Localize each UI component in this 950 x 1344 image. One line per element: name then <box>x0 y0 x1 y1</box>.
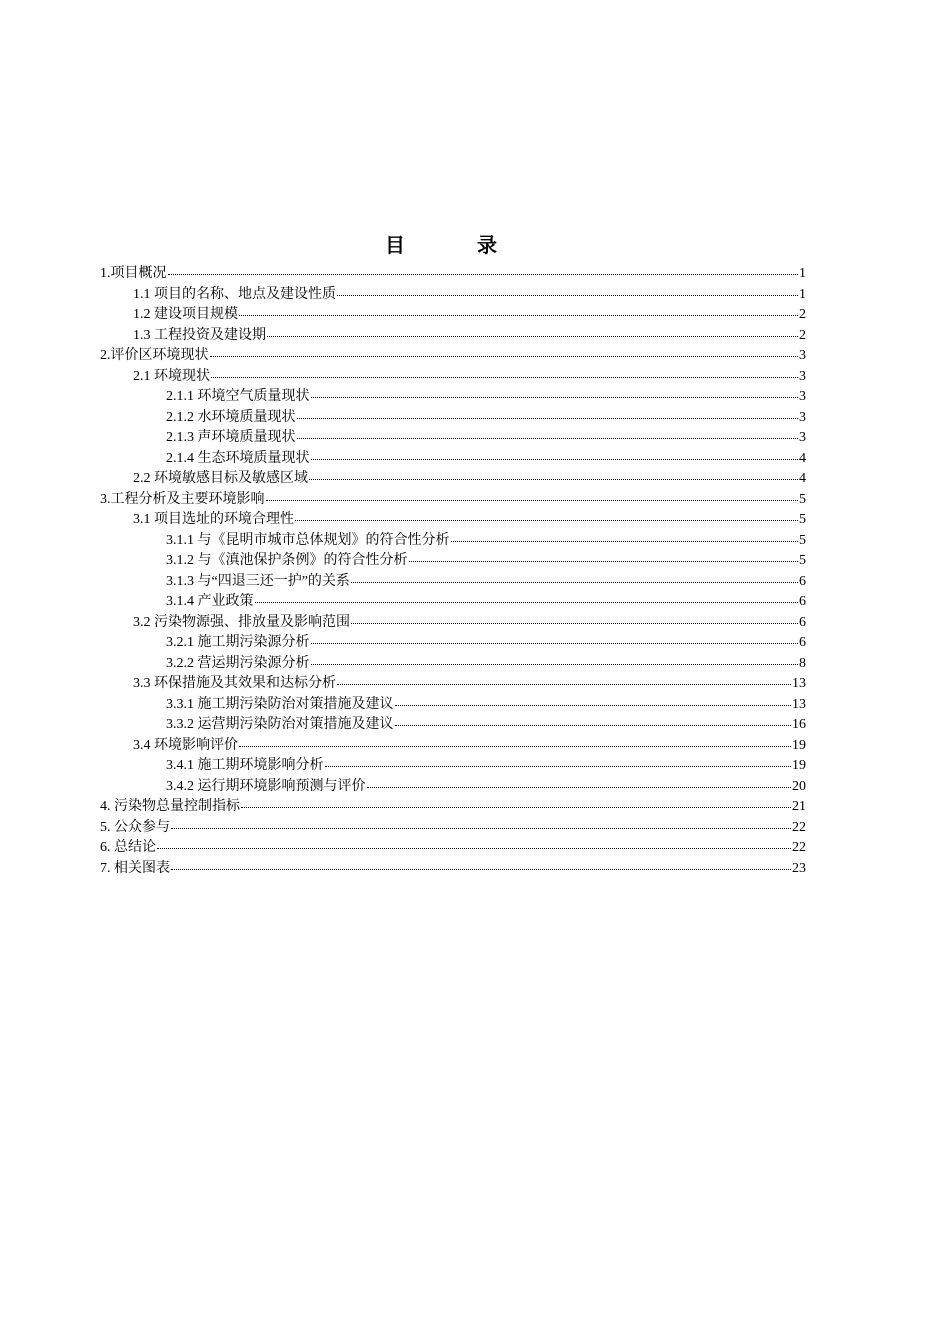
toc-entry[interactable] <box>100 836 806 857</box>
toc-entry-text: 6. 总结论 <box>100 840 156 855</box>
toc-entry-text: 3.1.2 与《滇池保护条例》的符合性分析 <box>166 553 408 568</box>
toc-entry[interactable] <box>100 713 806 734</box>
dot-leader <box>255 588 799 603</box>
toc-entry[interactable] <box>100 344 806 365</box>
toc-entry-page-number: 5 <box>799 532 806 548</box>
toc-entry-text: 7. 相关图表 <box>100 860 170 876</box>
dot-leader <box>311 650 799 665</box>
toc-title: 目 录 <box>385 233 523 257</box>
toc-entry-page-number: 8 <box>799 655 806 671</box>
toc-entry-page-number: 22 <box>792 840 806 855</box>
toc-entry[interactable] <box>100 734 806 755</box>
toc-entry[interactable] <box>100 303 806 324</box>
toc-entry-page-number: 6 <box>799 594 806 609</box>
toc-entry-page-number: 16 <box>792 717 806 732</box>
toc-entry-page-number: 1 <box>799 266 806 281</box>
toc-entry-text: 2.1.4 生态环境质量现状 <box>166 450 310 466</box>
toc-entry-text: 1.1 项目的名称、地点及建设性质 <box>133 286 336 302</box>
toc-entry[interactable] <box>100 611 806 632</box>
toc-entry-text: 2.评价区环境现状 <box>100 348 209 363</box>
dot-leader <box>266 486 799 501</box>
dot-leader <box>157 834 791 849</box>
toc-entry-page-number: 2 <box>799 327 806 343</box>
dot-leader <box>395 691 792 706</box>
toc-entry-page-number: 20 <box>792 778 806 794</box>
toc-entry-page-number: 3 <box>799 389 806 404</box>
toc-entry-page-number: 19 <box>792 758 806 773</box>
toc-entry-page-number: 19 <box>792 737 806 753</box>
toc-entry[interactable] <box>100 549 806 570</box>
dot-leader <box>337 281 798 296</box>
toc-entry-page-number: 13 <box>792 696 806 712</box>
toc-entry-page-number: 5 <box>799 512 806 527</box>
dot-leader <box>211 363 798 378</box>
toc-entry[interactable] <box>100 365 806 386</box>
toc-entry[interactable] <box>100 488 806 509</box>
toc-entry-text: 5. 公众参与 <box>100 819 170 835</box>
toc-entry-text: 3.1 项目选址的环境合理性 <box>133 512 294 527</box>
toc-entry-text: 2.2 环境敏感目标及敏感区域 <box>133 471 308 486</box>
toc-entry-text: 2.1.3 声环境质量现状 <box>166 430 296 445</box>
toc-entry[interactable] <box>100 775 806 796</box>
toc-entry-page-number: 1 <box>799 286 806 302</box>
toc-entry[interactable] <box>100 447 806 468</box>
toc-entry[interactable] <box>100 262 806 283</box>
toc-entry[interactable] <box>100 508 806 529</box>
toc-entry-text: 1.3 工程投资及建设期 <box>133 327 266 343</box>
toc-entry-text: 3.4 环境影响评价 <box>133 737 238 753</box>
toc-entry-text: 2.1.2 水环境质量现状 <box>166 409 296 425</box>
toc-entry-text: 1.2 建设项目规模 <box>133 307 238 322</box>
dot-leader <box>311 629 799 644</box>
toc-entry-page-number: 3 <box>799 348 806 363</box>
toc-entry[interactable] <box>100 631 806 652</box>
toc-entry-text: 3.2.1 施工期污染源分析 <box>166 635 310 650</box>
toc-entry-text: 1.项目概况 <box>100 266 167 281</box>
dot-leader <box>451 527 799 542</box>
toc-entry-page-number: 21 <box>792 799 806 814</box>
toc-entry-text: 3.4.2 运行期环境影响预测与评价 <box>166 778 366 794</box>
dot-leader <box>367 773 792 788</box>
dot-leader <box>395 711 792 726</box>
toc-entry[interactable] <box>100 672 806 693</box>
toc-entry[interactable] <box>100 324 806 345</box>
toc-entry-text: 3.1.1 与《昆明市城市总体规划》的符合性分析 <box>166 532 450 548</box>
toc-entry-text: 3.4.1 施工期环境影响分析 <box>166 758 324 773</box>
toc-entry-page-number: 3 <box>799 430 806 445</box>
dot-leader <box>239 301 798 316</box>
toc-entry[interactable] <box>100 283 806 304</box>
dot-leader <box>297 424 799 439</box>
toc-entry-text: 3.1.4 产业政策 <box>166 594 254 609</box>
table-of-contents <box>100 262 806 877</box>
dot-leader <box>267 322 798 337</box>
toc-entry[interactable] <box>100 529 806 550</box>
toc-entry[interactable] <box>100 795 806 816</box>
toc-entry-text: 3.工程分析及主要环境影响 <box>100 491 265 507</box>
dot-leader <box>239 732 791 747</box>
toc-entry-text: 2.1 环境现状 <box>133 368 210 384</box>
dot-leader <box>337 670 791 685</box>
toc-entry[interactable] <box>100 385 806 406</box>
toc-entry-page-number: 22 <box>792 819 806 835</box>
toc-entry-text: 3.2.2 营运期污染源分析 <box>166 655 310 671</box>
dot-leader <box>351 568 798 583</box>
dot-leader <box>325 752 792 767</box>
toc-entry-text: 3.1.3 与“四退三还一护”的关系 <box>166 573 350 589</box>
toc-entry[interactable] <box>100 570 806 591</box>
toc-entry[interactable] <box>100 857 806 878</box>
toc-entry-text: 4. 污染物总量控制指标 <box>100 799 240 814</box>
toc-entry-text: 3.3 环保措施及其效果和达标分析 <box>133 676 336 691</box>
dot-leader <box>295 506 798 521</box>
toc-entry[interactable] <box>100 754 806 775</box>
dot-leader <box>311 383 799 398</box>
toc-entry-page-number: 5 <box>799 553 806 568</box>
toc-entry[interactable] <box>100 426 806 447</box>
toc-entry-page-number: 6 <box>799 614 806 630</box>
dot-leader <box>351 609 798 624</box>
toc-entry-text: 3.3.1 施工期污染防治对策措施及建议 <box>166 696 394 712</box>
toc-entry-text: 3.2 污染物源强、排放量及影响范围 <box>133 614 350 630</box>
toc-entry-page-number: 6 <box>799 635 806 650</box>
toc-entry-page-number: 13 <box>792 676 806 691</box>
toc-entry-text: 3.3.2 运营期污染防治对策措施及建议 <box>166 717 394 732</box>
toc-entry-page-number: 23 <box>792 860 806 876</box>
toc-entry-page-number: 2 <box>799 307 806 322</box>
toc-entry-text: 2.1.1 环境空气质量现状 <box>166 389 310 404</box>
toc-entry-page-number: 3 <box>799 368 806 384</box>
dot-leader <box>297 404 799 419</box>
dot-leader <box>241 793 791 808</box>
dot-leader <box>171 814 791 829</box>
toc-entry-page-number: 5 <box>799 491 806 507</box>
toc-entry-page-number: 6 <box>799 573 806 589</box>
dot-leader <box>309 465 798 480</box>
toc-entry[interactable] <box>100 652 806 673</box>
toc-entry[interactable] <box>100 816 806 837</box>
dot-leader <box>171 855 791 870</box>
toc-entry[interactable] <box>100 467 806 488</box>
toc-entry[interactable] <box>100 406 806 427</box>
dot-leader <box>409 547 799 562</box>
dot-leader <box>168 260 799 275</box>
toc-entry-page-number: 3 <box>799 409 806 425</box>
toc-entry[interactable] <box>100 590 806 611</box>
dot-leader <box>311 445 799 460</box>
toc-entry-page-number: 4 <box>799 471 806 486</box>
toc-entry-page-number: 4 <box>799 450 806 466</box>
dot-leader <box>210 342 799 357</box>
toc-entry[interactable] <box>100 693 806 714</box>
